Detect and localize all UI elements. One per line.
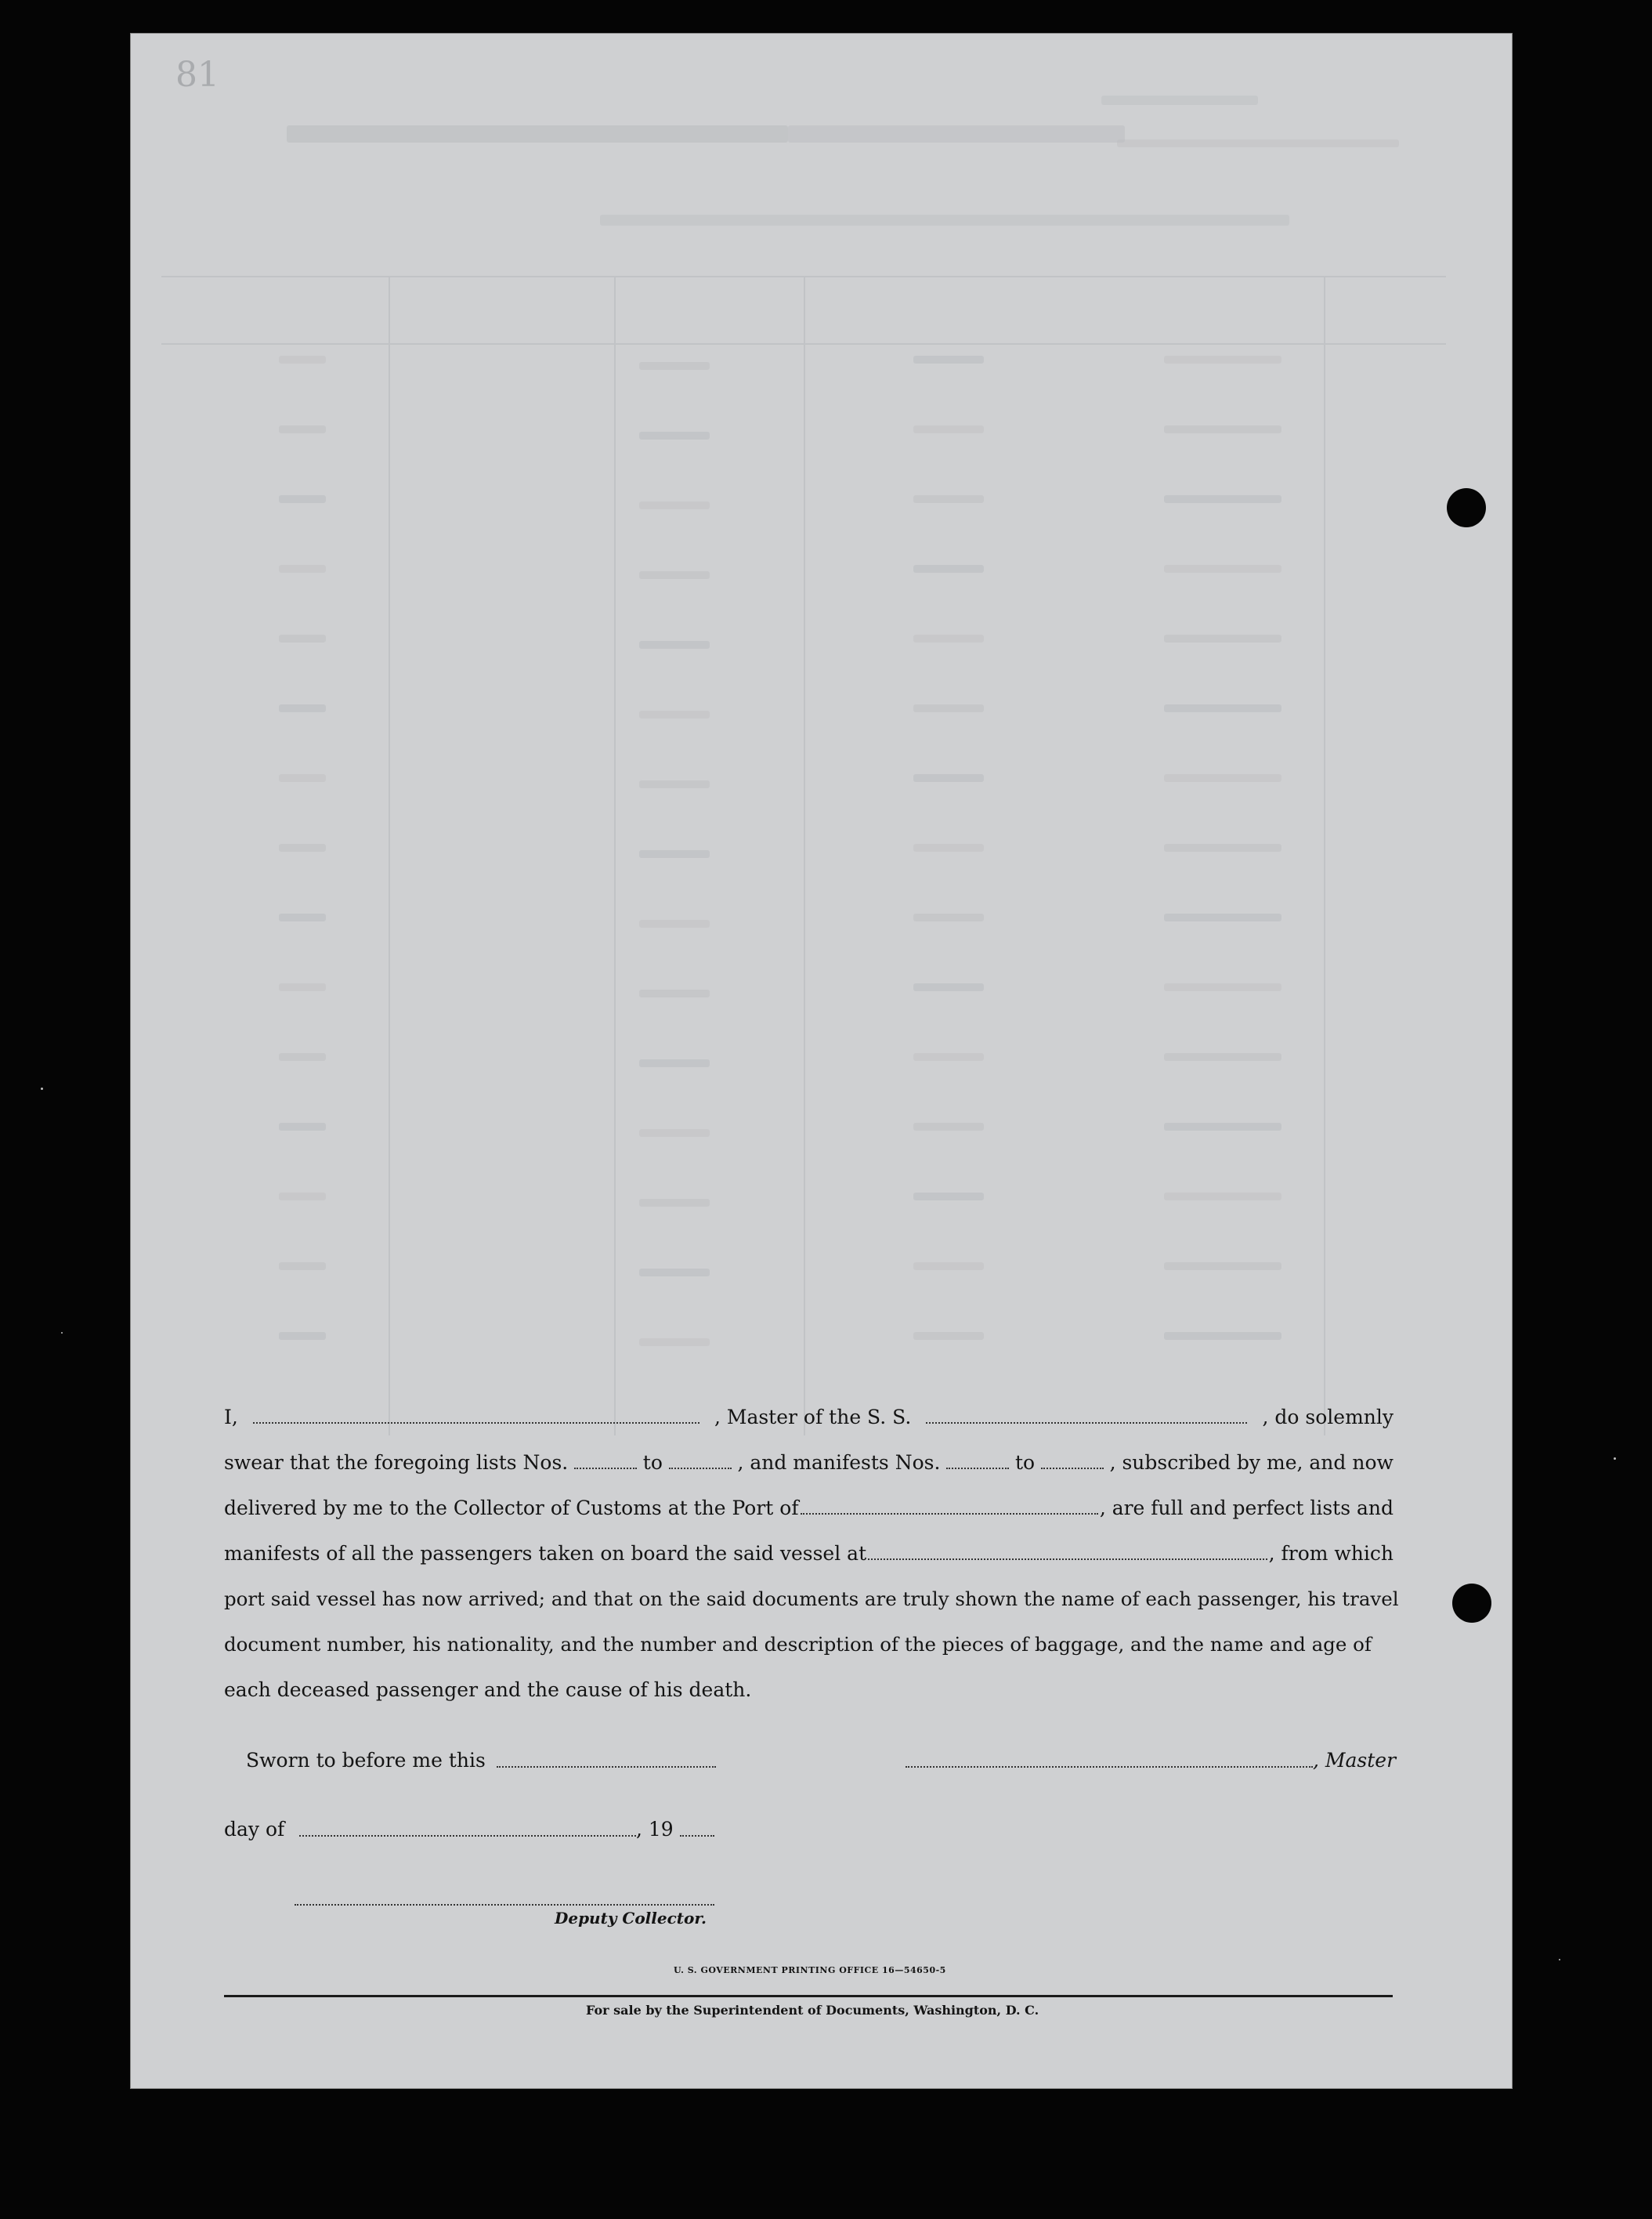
- manifests-to-field[interactable]: [1041, 1464, 1104, 1469]
- bleed-through-mark: [1164, 774, 1281, 782]
- oath-text: , from which: [1268, 1542, 1394, 1565]
- sworn-label: Sworn to before me this: [246, 1749, 486, 1772]
- bleed-through-mark: [279, 1262, 326, 1270]
- bleed-through-mark: [639, 850, 710, 858]
- oath-line-2: [224, 1451, 1394, 1474]
- oath-text: delivered by me to the Collector of Customs at the Port of: [224, 1497, 799, 1519]
- bleed-through-mark: [913, 356, 984, 364]
- page-number-stamp: 81: [175, 55, 219, 95]
- bleed-through-mark: [913, 1262, 984, 1270]
- bleed-through-mark: [913, 635, 984, 643]
- year-field[interactable]: [680, 1832, 714, 1837]
- manifests-from-field[interactable]: [946, 1464, 1009, 1469]
- bleed-through-table-line: [389, 276, 390, 1435]
- bleed-through-heading: [788, 125, 1125, 143]
- bleed-through-mark: [279, 914, 326, 921]
- sworn-date-field[interactable]: [497, 1763, 716, 1768]
- bleed-through-table-line: [804, 276, 805, 1435]
- bleed-through-mark: [639, 711, 710, 719]
- bleed-through-table-line: [614, 276, 616, 1435]
- bleed-through-mark: [279, 1123, 326, 1131]
- oath-text: each deceased passenger and the cause of his death.: [224, 1678, 752, 1701]
- bleed-through-mark: [639, 571, 710, 579]
- bleed-through-mark: [279, 1193, 326, 1200]
- bleed-through-mark: [1164, 1262, 1281, 1270]
- oath-text: manifests of all the passengers taken on board the said vessel at: [224, 1542, 867, 1565]
- footer-rule: [224, 1995, 1393, 1997]
- bleed-through-mark: [1164, 914, 1281, 921]
- bleed-through-mark: [279, 565, 326, 573]
- bleed-through-mark: [639, 780, 710, 788]
- day-of-label: day of: [224, 1818, 285, 1841]
- oath-text: , Master of the S. S.: [714, 1406, 912, 1428]
- bleed-through-mark: [1164, 356, 1281, 364]
- deputy-collector-label: Deputy Collector.: [555, 1909, 707, 1928]
- bleed-through-mark: [639, 1269, 710, 1276]
- bleed-through-mark: [279, 774, 326, 782]
- bleed-through-mark: [279, 983, 326, 991]
- year-label: , 19: [636, 1818, 674, 1841]
- bleed-through-mark: [1164, 844, 1281, 852]
- bleed-through-mark: [913, 425, 984, 433]
- bleed-through-mark: [913, 1332, 984, 1340]
- bleed-through-mark: [1164, 565, 1281, 573]
- bleed-through-mark: [639, 1338, 710, 1346]
- bleed-through-heading: [1101, 96, 1258, 105]
- bleed-through-mark: [1164, 1193, 1281, 1200]
- oath-line-7: [224, 1678, 1394, 1701]
- bleed-through-mark: [1164, 1332, 1281, 1340]
- oath-line-1: [224, 1406, 1394, 1428]
- oath-line-3: [224, 1497, 1394, 1519]
- scan-speck: [1559, 1959, 1560, 1960]
- oath-text: , are full and perfect lists and: [1099, 1497, 1394, 1519]
- bleed-through-mark: [913, 774, 984, 782]
- bleed-through-mark: [1164, 704, 1281, 712]
- punch-hole: [1452, 1584, 1491, 1623]
- oath-text: to: [642, 1451, 663, 1474]
- oath-line-4: [224, 1542, 1394, 1565]
- port-of-embarkation-field[interactable]: [868, 1555, 1267, 1560]
- bleed-through-mark: [639, 1059, 710, 1067]
- oath-text: , do solemnly: [1262, 1406, 1394, 1428]
- bleed-through-mark: [1164, 425, 1281, 433]
- bleed-through-mark: [913, 1053, 984, 1061]
- bleed-through-mark: [1164, 495, 1281, 503]
- scan-speck: [41, 1088, 43, 1090]
- bleed-through-mark: [279, 844, 326, 852]
- oath-text: , subscribed by me, and now: [1109, 1451, 1394, 1474]
- scan-speck: [1614, 1457, 1616, 1460]
- bleed-through-mark: [913, 1123, 984, 1131]
- bleed-through-mark: [913, 495, 984, 503]
- bleed-through-mark: [279, 356, 326, 364]
- bleed-through-table-line: [1324, 276, 1325, 1435]
- oath-text: document number, his nationality, and the number and description of the pieces of baggage, and the name and age of: [224, 1633, 1372, 1656]
- bleed-through-mark: [1164, 983, 1281, 991]
- bleed-through-mark: [639, 501, 710, 509]
- bleed-through-mark: [279, 425, 326, 433]
- oath-text: swear that the foregoing lists Nos.: [224, 1451, 569, 1474]
- bleed-through-mark: [279, 704, 326, 712]
- master-name-field[interactable]: [253, 1419, 699, 1424]
- bleed-through-heading: [1117, 139, 1399, 147]
- deputy-collector-signature-field[interactable]: [295, 1901, 714, 1906]
- oath-text: I,: [224, 1406, 238, 1428]
- bleed-through-mark: [639, 362, 710, 370]
- oath-line-5: [224, 1587, 1399, 1610]
- gpo-imprint: U. S. GOVERNMENT PRINTING OFFICE 16—54650-5: [674, 1965, 946, 1975]
- bleed-through-mark: [1164, 1053, 1281, 1061]
- oath-line-6: [224, 1633, 1394, 1656]
- oath-text: port said vessel has now arrived; and that on the said documents are truly shown the name of each passenger, his travel: [224, 1587, 1399, 1610]
- bleed-through-mark: [639, 641, 710, 649]
- bleed-through-mark: [913, 565, 984, 573]
- lists-from-field[interactable]: [574, 1464, 637, 1469]
- punch-hole: [1447, 488, 1486, 527]
- manifest-page: [130, 33, 1513, 2089]
- scan-speck: [61, 1332, 63, 1334]
- bleed-through-mark: [279, 495, 326, 503]
- bleed-through-mark: [639, 1129, 710, 1137]
- lists-to-field[interactable]: [669, 1464, 732, 1469]
- bleed-through-heading: [600, 215, 1289, 226]
- bleed-through-mark: [639, 920, 710, 928]
- bleed-through-mark: [913, 704, 984, 712]
- bleed-through-mark: [279, 635, 326, 643]
- port-of-arrival-field[interactable]: [801, 1510, 1098, 1515]
- footer-text: For sale by the Superintendent of Documents, Washington, D. C.: [586, 2003, 1039, 2018]
- bleed-through-mark: [1164, 635, 1281, 643]
- bleed-through-heading: [287, 125, 788, 143]
- bleed-through-mark: [913, 1193, 984, 1200]
- master-label: , Master: [1313, 1749, 1397, 1772]
- oath-text: to: [1014, 1451, 1036, 1474]
- bleed-through-mark: [639, 990, 710, 997]
- bleed-through-mark: [639, 432, 710, 440]
- bleed-through-mark: [639, 1199, 710, 1207]
- bleed-through-mark: [913, 844, 984, 852]
- bleed-through-mark: [913, 983, 984, 991]
- bleed-through-mark: [913, 914, 984, 921]
- bleed-through-mark: [279, 1332, 326, 1340]
- vessel-name-field[interactable]: [926, 1419, 1247, 1424]
- master-signature-field[interactable]: [906, 1763, 1313, 1768]
- oath-text: , and manifests Nos.: [737, 1451, 941, 1474]
- day-of-field[interactable]: [299, 1832, 636, 1837]
- bleed-through-mark: [279, 1053, 326, 1061]
- bleed-through-mark: [1164, 1123, 1281, 1131]
